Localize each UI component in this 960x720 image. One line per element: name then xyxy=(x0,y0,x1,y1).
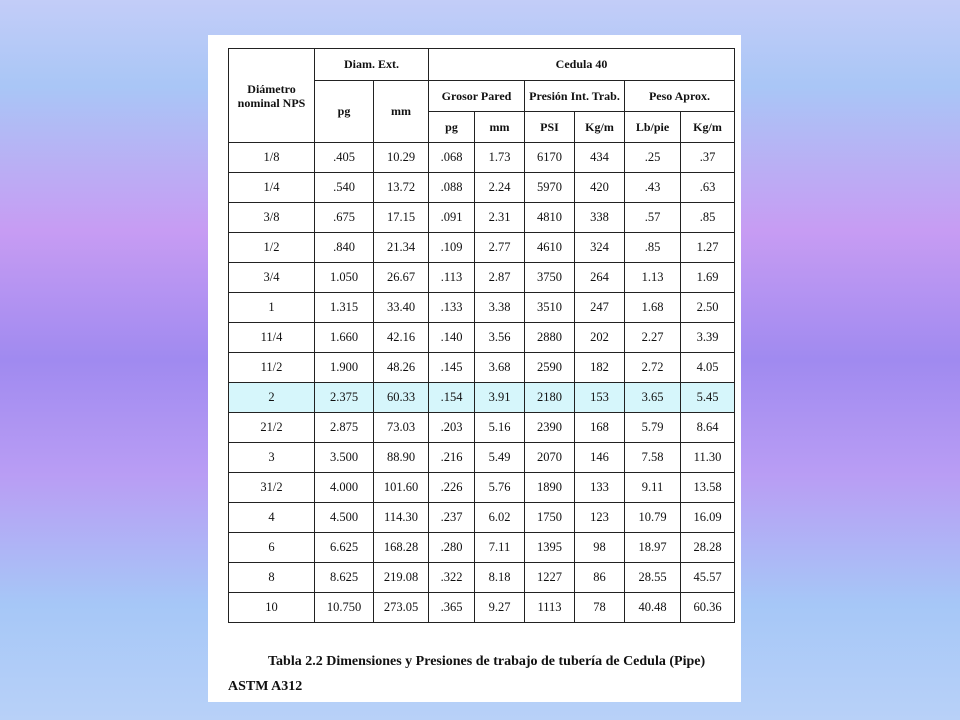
cell-lb-pie: .43 xyxy=(625,173,681,203)
cell-wall-pg: .088 xyxy=(429,173,475,203)
cell-psi: 6170 xyxy=(525,143,575,173)
header-working-pressure: Presión Int. Trab. xyxy=(525,81,625,112)
cell-nps: 8 xyxy=(229,563,315,593)
cell-lb-pie: .57 xyxy=(625,203,681,233)
table-row xyxy=(229,383,735,413)
cell-wall-pg: .109 xyxy=(429,233,475,263)
table-row xyxy=(229,563,735,593)
header-approx-weight: Peso Aprox. xyxy=(625,81,735,112)
header-wall-mm: mm xyxy=(475,112,525,143)
cell-weight-kgm: 60.36 xyxy=(681,593,735,623)
cell-wall-mm: 3.68 xyxy=(475,353,525,383)
header-wall-pg: pg xyxy=(429,112,475,143)
cell-weight-kgm: .63 xyxy=(681,173,735,203)
cell-lb-pie: 7.58 xyxy=(625,443,681,473)
header-outer-diameter-pg: pg xyxy=(315,81,374,143)
table-row xyxy=(229,203,735,233)
cell-weight-kgm: 3.39 xyxy=(681,323,735,353)
cell-psi: 4810 xyxy=(525,203,575,233)
cell-outer-mm: 10.29 xyxy=(374,143,429,173)
header-outer-diameter: Diam. Ext. xyxy=(315,49,429,81)
cell-wall-pg: .226 xyxy=(429,473,475,503)
cell-wall-mm: 1.73 xyxy=(475,143,525,173)
pipe-dimensions-table xyxy=(228,48,735,623)
cell-wall-mm: 6.02 xyxy=(475,503,525,533)
cell-wall-mm: 2.31 xyxy=(475,203,525,233)
table-row xyxy=(229,143,735,173)
cell-outer-mm: 60.33 xyxy=(374,383,429,413)
cell-wall-pg: .068 xyxy=(429,143,475,173)
table-row xyxy=(229,413,735,443)
cell-outer-pg: 4.000 xyxy=(315,473,374,503)
cell-outer-mm: 168.28 xyxy=(374,533,429,563)
cell-outer-mm: 114.30 xyxy=(374,503,429,533)
cell-outer-mm: 33.40 xyxy=(374,293,429,323)
cell-outer-mm: 73.03 xyxy=(374,413,429,443)
cell-nps: 31/2 xyxy=(229,473,315,503)
cell-weight-kgm: 2.50 xyxy=(681,293,735,323)
cell-wall-mm: 2.87 xyxy=(475,263,525,293)
cell-wall-pg: .145 xyxy=(429,353,475,383)
cell-wall-pg: .140 xyxy=(429,323,475,353)
cell-psi: 1890 xyxy=(525,473,575,503)
cell-outer-mm: 219.08 xyxy=(374,563,429,593)
cell-wall-mm: 7.11 xyxy=(475,533,525,563)
table-body xyxy=(229,143,735,623)
cell-lb-pie: 3.65 xyxy=(625,383,681,413)
cell-outer-mm: 48.26 xyxy=(374,353,429,383)
cell-psi: 2070 xyxy=(525,443,575,473)
cell-outer-pg: 1.315 xyxy=(315,293,374,323)
cell-psi: 4610 xyxy=(525,233,575,263)
table-row xyxy=(229,263,735,293)
cell-pressure-kgm: 98 xyxy=(575,533,625,563)
table-caption: Tabla 2.2 Dimensiones y Presiones de trabajo de tubería de Cedula (Pipe) xyxy=(268,654,706,669)
cell-pressure-kgm: 78 xyxy=(575,593,625,623)
cell-outer-pg: 8.625 xyxy=(315,563,374,593)
cell-pressure-kgm: 264 xyxy=(575,263,625,293)
cell-psi: 3510 xyxy=(525,293,575,323)
cell-psi: 1750 xyxy=(525,503,575,533)
cell-lb-pie: 9.11 xyxy=(625,473,681,503)
cell-outer-mm: 273.05 xyxy=(374,593,429,623)
cell-weight-kgm: 28.28 xyxy=(681,533,735,563)
cell-outer-pg: 6.625 xyxy=(315,533,374,563)
cell-wall-mm: 3.91 xyxy=(475,383,525,413)
cell-nps: 6 xyxy=(229,533,315,563)
cell-wall-mm: 5.76 xyxy=(475,473,525,503)
cell-nps: 11/2 xyxy=(229,353,315,383)
cell-lb-pie: 10.79 xyxy=(625,503,681,533)
cell-outer-mm: 42.16 xyxy=(374,323,429,353)
table-row xyxy=(229,593,735,623)
table-row xyxy=(229,503,735,533)
cell-nps: 3 xyxy=(229,443,315,473)
cell-outer-mm: 21.34 xyxy=(374,233,429,263)
cell-weight-kgm: 4.05 xyxy=(681,353,735,383)
cell-lb-pie: 5.79 xyxy=(625,413,681,443)
cell-psi: 1113 xyxy=(525,593,575,623)
table-row xyxy=(229,323,735,353)
cell-weight-kgm: 5.45 xyxy=(681,383,735,413)
cell-wall-pg: .113 xyxy=(429,263,475,293)
table-row xyxy=(229,473,735,503)
cell-wall-mm: 2.24 xyxy=(475,173,525,203)
cell-outer-pg: 4.500 xyxy=(315,503,374,533)
table-row xyxy=(229,353,735,383)
document-page xyxy=(208,35,741,702)
table-row xyxy=(229,293,735,323)
cell-nps: 1/8 xyxy=(229,143,315,173)
cell-lb-pie: .25 xyxy=(625,143,681,173)
cell-outer-pg: 1.900 xyxy=(315,353,374,383)
cell-pressure-kgm: 182 xyxy=(575,353,625,383)
cell-pressure-kgm: 133 xyxy=(575,473,625,503)
cell-weight-kgm: .37 xyxy=(681,143,735,173)
cell-outer-pg: .405 xyxy=(315,143,374,173)
cell-outer-mm: 88.90 xyxy=(374,443,429,473)
cell-wall-pg: .133 xyxy=(429,293,475,323)
cell-pressure-kgm: 324 xyxy=(575,233,625,263)
cell-wall-pg: .091 xyxy=(429,203,475,233)
cell-outer-pg: 3.500 xyxy=(315,443,374,473)
cell-lb-pie: 1.13 xyxy=(625,263,681,293)
cell-psi: 2590 xyxy=(525,353,575,383)
cell-wall-pg: .203 xyxy=(429,413,475,443)
cell-psi: 2880 xyxy=(525,323,575,353)
cell-pressure-kgm: 420 xyxy=(575,173,625,203)
cell-nps: 21/2 xyxy=(229,413,315,443)
cell-psi: 2390 xyxy=(525,413,575,443)
cell-nps: 11/4 xyxy=(229,323,315,353)
cell-outer-mm: 26.67 xyxy=(374,263,429,293)
header-psi: PSI xyxy=(525,112,575,143)
cell-pressure-kgm: 123 xyxy=(575,503,625,533)
cell-outer-pg: .675 xyxy=(315,203,374,233)
cell-wall-mm: 9.27 xyxy=(475,593,525,623)
cell-psi: 2180 xyxy=(525,383,575,413)
cell-pressure-kgm: 168 xyxy=(575,413,625,443)
cell-wall-mm: 3.56 xyxy=(475,323,525,353)
cell-psi: 1227 xyxy=(525,563,575,593)
cell-weight-kgm: 1.69 xyxy=(681,263,735,293)
header-pressure-kgm: Kg/m xyxy=(575,112,625,143)
cell-outer-mm: 13.72 xyxy=(374,173,429,203)
cell-nps: 1 xyxy=(229,293,315,323)
header-schedule-40: Cedula 40 xyxy=(429,49,735,81)
cell-pressure-kgm: 247 xyxy=(575,293,625,323)
cell-wall-mm: 5.16 xyxy=(475,413,525,443)
cell-weight-kgm: 45.57 xyxy=(681,563,735,593)
standard-label: ASTM A312 xyxy=(228,679,303,694)
cell-outer-pg: 1.660 xyxy=(315,323,374,353)
header-wall-thickness: Grosor Pared xyxy=(429,81,525,112)
cell-pressure-kgm: 146 xyxy=(575,443,625,473)
header-lb-pie: Lb/pie xyxy=(625,112,681,143)
cell-psi: 3750 xyxy=(525,263,575,293)
cell-nps: 4 xyxy=(229,503,315,533)
cell-outer-pg: .540 xyxy=(315,173,374,203)
cell-weight-kgm: .85 xyxy=(681,203,735,233)
cell-wall-mm: 3.38 xyxy=(475,293,525,323)
cell-weight-kgm: 8.64 xyxy=(681,413,735,443)
cell-lb-pie: 28.55 xyxy=(625,563,681,593)
table-row xyxy=(229,233,735,263)
cell-outer-pg: 10.750 xyxy=(315,593,374,623)
cell-lb-pie: .85 xyxy=(625,233,681,263)
cell-nps: 3/4 xyxy=(229,263,315,293)
cell-nps: 10 xyxy=(229,593,315,623)
cell-outer-mm: 17.15 xyxy=(374,203,429,233)
cell-outer-mm: 101.60 xyxy=(374,473,429,503)
cell-pressure-kgm: 202 xyxy=(575,323,625,353)
cell-pressure-kgm: 434 xyxy=(575,143,625,173)
cell-pressure-kgm: 86 xyxy=(575,563,625,593)
cell-lb-pie: 2.27 xyxy=(625,323,681,353)
cell-wall-mm: 5.49 xyxy=(475,443,525,473)
cell-weight-kgm: 11.30 xyxy=(681,443,735,473)
cell-wall-pg: .237 xyxy=(429,503,475,533)
cell-outer-pg: 2.375 xyxy=(315,383,374,413)
cell-wall-pg: .322 xyxy=(429,563,475,593)
cell-lb-pie: 40.48 xyxy=(625,593,681,623)
cell-weight-kgm: 13.58 xyxy=(681,473,735,503)
header-outer-diameter-mm: mm xyxy=(374,81,429,143)
cell-nps: 2 xyxy=(229,383,315,413)
cell-pressure-kgm: 338 xyxy=(575,203,625,233)
cell-psi: 1395 xyxy=(525,533,575,563)
cell-pressure-kgm: 153 xyxy=(575,383,625,413)
cell-outer-pg: 2.875 xyxy=(315,413,374,443)
cell-wall-mm: 8.18 xyxy=(475,563,525,593)
cell-nps: 1/2 xyxy=(229,233,315,263)
table-row xyxy=(229,443,735,473)
table-row xyxy=(229,533,735,563)
cell-wall-pg: .365 xyxy=(429,593,475,623)
cell-psi: 5970 xyxy=(525,173,575,203)
table-row xyxy=(229,173,735,203)
cell-weight-kgm: 16.09 xyxy=(681,503,735,533)
cell-lb-pie: 1.68 xyxy=(625,293,681,323)
cell-wall-pg: .280 xyxy=(429,533,475,563)
cell-nps: 3/8 xyxy=(229,203,315,233)
cell-weight-kgm: 1.27 xyxy=(681,233,735,263)
cell-lb-pie: 2.72 xyxy=(625,353,681,383)
cell-wall-pg: .154 xyxy=(429,383,475,413)
cell-outer-pg: .840 xyxy=(315,233,374,263)
header-nominal-diameter: Diámetro nominal NPS xyxy=(229,49,315,143)
cell-outer-pg: 1.050 xyxy=(315,263,374,293)
cell-wall-pg: .216 xyxy=(429,443,475,473)
header-weight-kgm: Kg/m xyxy=(681,112,735,143)
cell-lb-pie: 18.97 xyxy=(625,533,681,563)
cell-nps: 1/4 xyxy=(229,173,315,203)
cell-wall-mm: 2.77 xyxy=(475,233,525,263)
